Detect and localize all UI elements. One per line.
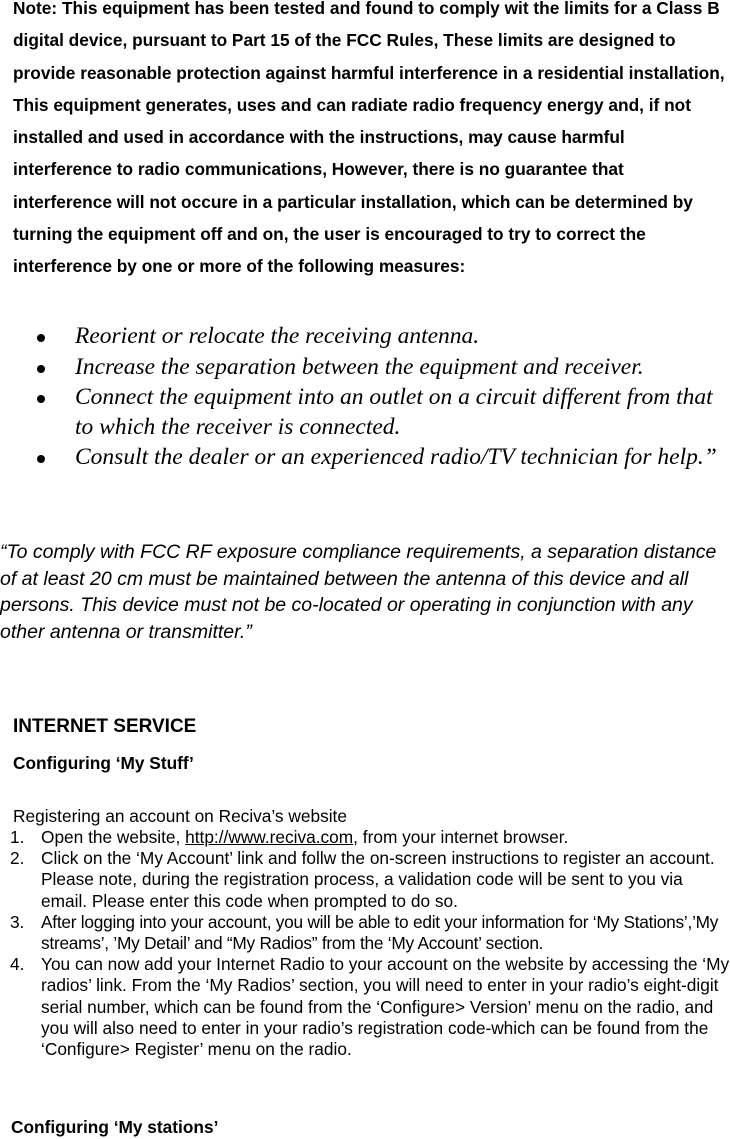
list-item: 2. Click on the ‘My Account’ link and follw the on-screen instructions to register an account. Please note, during the registration process, a validation code will be sent to you via email. Please enter this code when prompted to do so. [10,848,715,911]
measures-list [24,322,724,474]
step-number: 4. [10,954,25,975]
bullet-icon [37,455,45,463]
registering-intro: Registering an account on Reciva’s website [13,806,347,826]
list-item: Increase the separation between the equipment and receiver. [24,353,724,383]
next-section-heading: Configuring ‘My stations’ [11,1117,219,1137]
list-item: Connect the equipment into an outlet on a circuit different from that to which the receiver is connected. [24,383,724,442]
list-item: 1. Open the website, http://www.reciva.com, from your internet browser. [10,827,569,847]
section-title: INTERNET SERVICE [13,716,197,737]
step-number: 3. [10,911,24,932]
bullet-icon [37,334,45,342]
reciva-website-link[interactable]: http://www.reciva.com [185,827,354,847]
list-item: 4. You can now add your Internet Radio to your account on the website by accessing the ‘My radios’ link. From the ‘My Radios’ section, you will need to enter in your radio’s eight-digit serial number, which can be found from the ‘Configure> Version’ menu on the radio, and you will also need to enter in your radio’s registration code-which can be found from the ‘Configure> Register’ menu on the radio. [10,954,730,1060]
subsection-title: Configuring ‘My Stuff’ [13,753,194,773]
list-item: 3. After logging into your account, you will be able to edit your information for ‘My Stations’,’My streams’, ’My Detail’ and “My Radios” from the ‘My Account’ section. [10,911,719,954]
fcc-note: Note: This equipment has been tested and found to comply wit the limits for a Class B digital device, pursuant to Part 15 of the FCC Rules, These limits are designed to provide reasonable protection against harmful interference in a residential installation, This equipment generates, uses and can radiate radio frequency energy and, if not installed and used in accordance with the instructions, may cause harmful interference to radio communications, However, there is no guarantee that interference will not occure in a particular installation, which can be determined by turning the equipment off and on, the user is encouraged to try to correct the interference by one or more of the following measures: [13,0,725,277]
list-item: Consult the dealer or an experienced radio/TV technician for help.” [24,443,724,473]
setup-steps [10,827,730,1060]
step-number: 2. [10,848,25,869]
bullet-icon [37,395,45,403]
step-number: 1. [10,827,25,847]
list-item: Reorient or relocate the receiving antenna. [24,322,724,352]
bullet-icon [37,365,45,373]
rf-exposure-statement: “To comply with FCC RF exposure compliance requirements, a separation distance of at least 20 cm must be maintained between the antenna of this device and all persons. This device must not be co-located or operating in conjunction with any other antenna or transmitter.” [0,541,717,643]
